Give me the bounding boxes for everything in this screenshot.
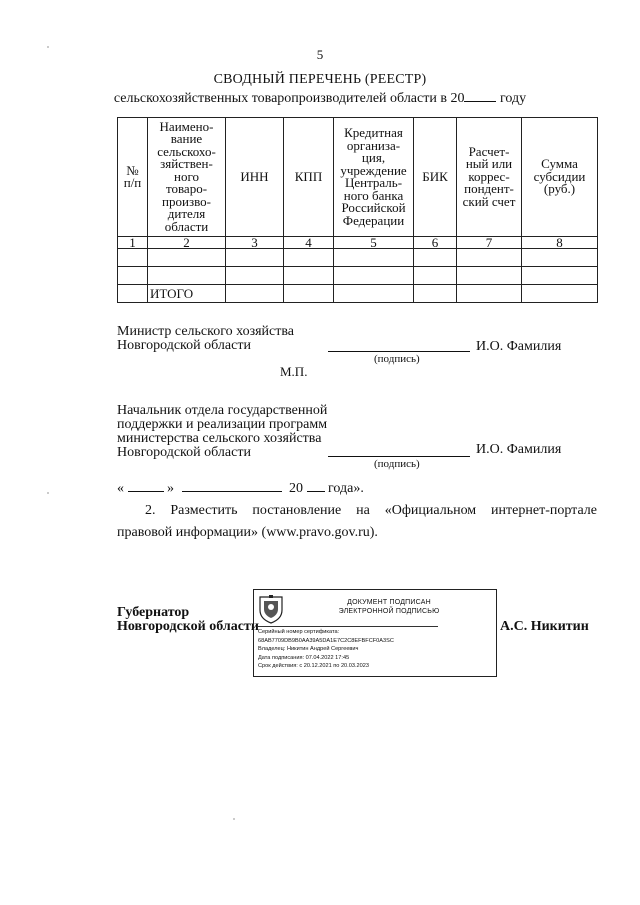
column-numbers-row <box>118 237 598 249</box>
coat-of-arms-icon <box>258 594 284 624</box>
table-header-row <box>118 118 598 237</box>
year-blank <box>307 479 325 492</box>
column-number: 6 <box>414 237 457 249</box>
department-head-name: И.О. Фамилия <box>476 442 562 457</box>
column-number: 7 <box>457 237 522 249</box>
minister-signature-line <box>328 351 470 352</box>
col-header-inn: ИНН <box>226 118 284 237</box>
registry-table <box>117 117 598 303</box>
scan-dot <box>233 818 235 820</box>
table-row <box>118 249 598 267</box>
column-number: 1 <box>118 237 148 249</box>
department-head-signature-line <box>328 456 470 457</box>
publication-paragraph: 2. Разместить постановление на «Официальном интернет-портале правовой информации» (www.pravo.gov.ru). <box>117 503 597 540</box>
column-number: 2 <box>148 237 226 249</box>
col-header-bik: БИК <box>414 118 457 237</box>
governor-title: Губернатор Новгородской области <box>117 605 259 634</box>
col-header-kpp: КПП <box>284 118 334 237</box>
document-subtitle <box>0 90 640 107</box>
scan-dot <box>47 492 49 494</box>
total-row <box>118 285 598 303</box>
scan-dot <box>47 46 49 48</box>
date-line: « » 20 года». <box>117 481 364 496</box>
stamp-divider <box>258 626 438 627</box>
day-blank <box>128 479 164 492</box>
department-head-signature-caption: (подпись) <box>374 458 420 470</box>
department-head-title: Начальник отдела государственной поддержки и реализации программ министерства сельского хозяйства Новгородской области <box>117 403 328 460</box>
minister-name: И.О. Фамилия <box>476 339 562 354</box>
minister-title: Министр сельского хозяйства Новгородской области <box>117 324 294 353</box>
stamp-header: ДОКУМЕНТ ПОДПИСАН ЭЛЕКТРОННОЙ ПОДПИСЬЮ <box>338 599 440 615</box>
column-number: 5 <box>334 237 414 249</box>
subtitle-suffix: году <box>496 91 527 106</box>
minister-signature-caption: (подпись) <box>374 353 420 365</box>
page-number: 5 <box>316 47 324 62</box>
column-number: 4 <box>284 237 334 249</box>
col-header-account: Расчет- ный или коррес- пондент- ский счет <box>457 118 522 237</box>
year-blank <box>464 90 496 102</box>
table-row <box>118 267 598 285</box>
stamp-details: Серийный номер сертификата: 68AB7709DB9B0AA39A5DA1E7C2C8EFBFCF0A3SC Владелец: Никитин Андрей Сергеевич Дата подписания: 07.04.2022 17:45 Срок действия: с 20.12.2021 по 20.03.2023 <box>258 629 394 670</box>
column-number: 8 <box>522 237 598 249</box>
col-header-credit-org: Кредитная организа- ция, учреждение Централь- ного банка Российской Федерации <box>334 118 414 237</box>
col-header-subsidy: Сумма субсидии (руб.) <box>522 118 598 237</box>
col-header-producer: Наимено- вание сельскохо- зяйствен- ного товаро- произво- дителя области <box>148 118 226 237</box>
electronic-signature-stamp <box>253 589 497 677</box>
column-number: 3 <box>226 237 284 249</box>
col-header-number: № п/п <box>118 118 148 237</box>
governor-name: А.С. Никитин <box>500 619 589 634</box>
total-label: ИТОГО <box>148 285 226 303</box>
document-title: СВОДНЫЙ ПЕРЕЧЕНЬ (РЕЕСТР) <box>213 72 427 87</box>
month-blank <box>182 479 282 492</box>
seal-placeholder: М.П. <box>280 364 308 379</box>
subtitle-prefix: сельскохозяйственных товаропроизводителей области в 20 <box>113 91 465 106</box>
